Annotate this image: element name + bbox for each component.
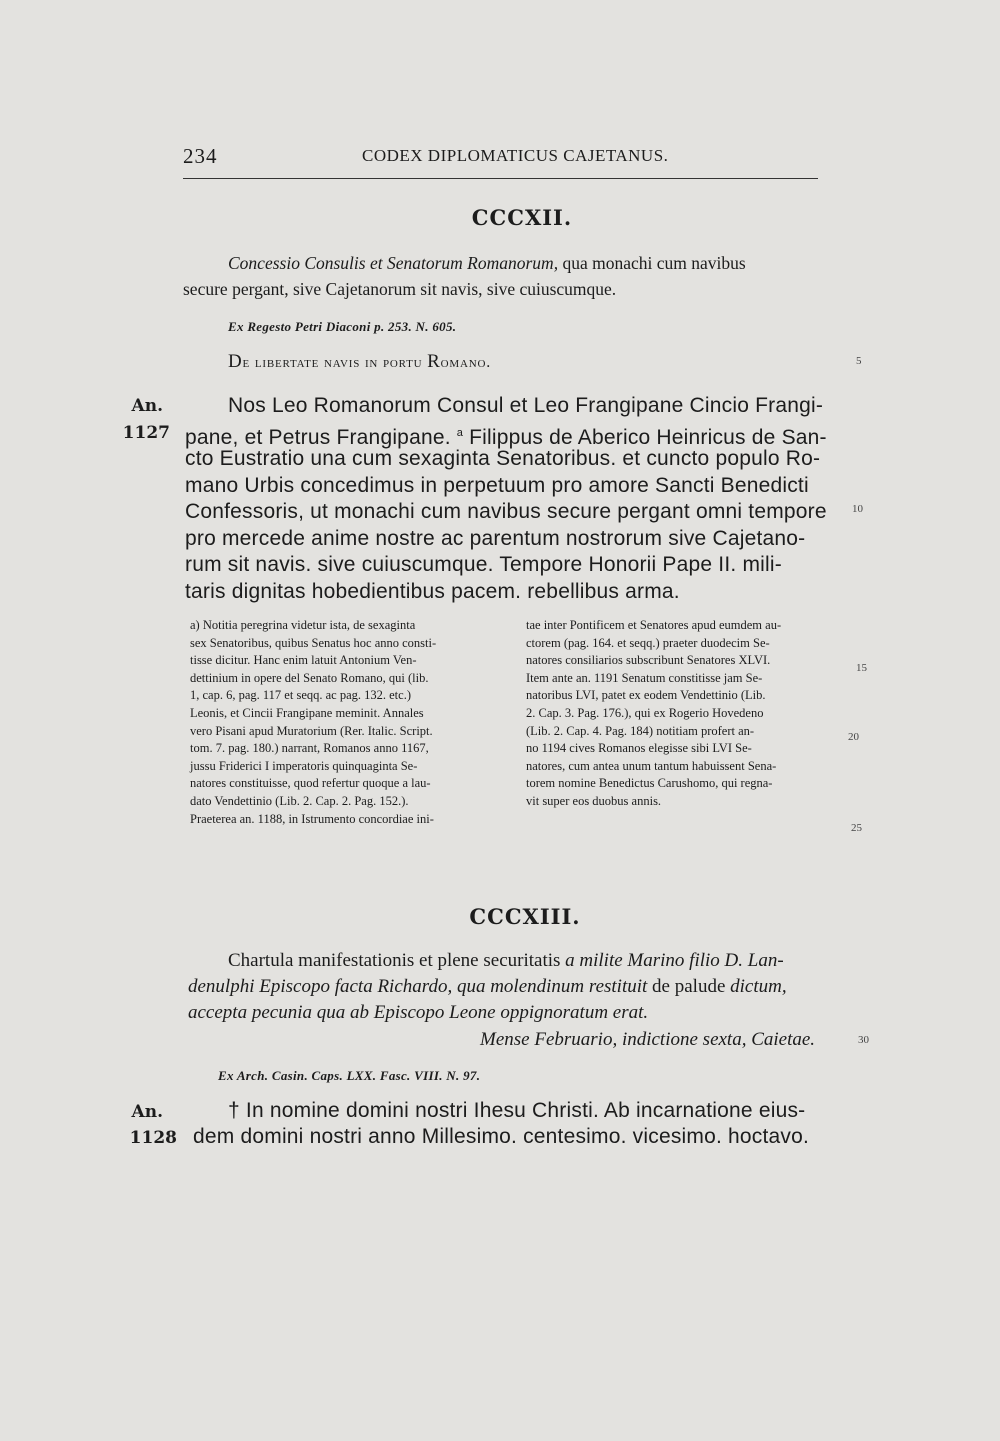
running-title: CODEX DIPLOMATICUS CAJETANUS.	[362, 146, 669, 165]
note-line: no 1194 cives Romanos elegisse sibi LVI Se-	[526, 741, 752, 756]
note-line: Praeterea an. 1188, in Istrumento concordiae ini-	[190, 811, 434, 826]
note-line: 2. Cap. 3. Pag. 176.), qui ex Rogerio Hovedeno	[526, 705, 764, 720]
note-line: vero Pisani apud Muratorium (Rer. Italic. Script.	[190, 723, 433, 738]
text-line: Confessoris, ut monachi cum navibus secure pergant omni tempore	[185, 500, 827, 523]
note-line: a) Notitia peregrina videtur ista, de sexaginta	[190, 618, 416, 632]
note-line: natoribus LVI, patet ex eodem Vendettinio (Lib.	[526, 688, 766, 703]
margin-year: 1128	[129, 1128, 177, 1148]
note-line: jussu Friderici I imperatoris quinquaginta Se-	[190, 758, 418, 773]
note-line: natores constituisse, quod refertur quoque a lau-	[190, 776, 431, 791]
regest-text: Chartula manifestationis et plene securitatis	[228, 950, 566, 971]
text-line: pro mercede anime nostre ac parentum nostrorum sive Cajetano-	[185, 526, 806, 550]
source-reference: Ex Regesto Petri Diaconi p. 253. N. 605.	[228, 319, 457, 334]
regest-text: de palude	[647, 976, 731, 997]
text-line: dem domini nostri anno Millesimo. centesimo. vicesimo. hoctavo.	[193, 1125, 810, 1148]
text-fragment: pane, et Petrus Frangipane.	[185, 425, 451, 449]
note-line: tom. 7. pag. 180.) narrant, Romanos anno 1167,	[190, 741, 429, 756]
note-line: Leonis, et Cincii Frangipane meminit. Annales	[190, 705, 424, 720]
regest-italic: a milite Marino filio D. Lan-	[565, 950, 784, 971]
rubric-part: e libertate navis in portu	[242, 354, 428, 371]
note-line: Item ante an. 1191 Senatum constitisse jam Se-	[526, 670, 763, 685]
note-line: tae inter Pontificem et Senatores apud eumdem au-	[526, 618, 782, 632]
note-line: ctorem (pag. 164. et seqq.) praeter duodecim Se-	[526, 635, 770, 650]
note-line: natores consiliarios subscribunt Senatores XLVI.	[526, 653, 771, 668]
regest-italic: Concessio Consulis et Senatorum Romanorum,	[228, 253, 559, 273]
rubric-part: omano.	[440, 354, 492, 371]
rubric-part: D	[228, 351, 243, 372]
regest-italic: accepta pecunia qua ab Episcopo Leone oppignoratum erat.	[188, 1002, 649, 1023]
note-line: sex Senatoribus, quibus Senatus hoc anno consti-	[190, 635, 437, 650]
note-line: dettinium in opere del Senato Romano, qui (lib.	[190, 670, 429, 685]
rubric-part: R	[427, 351, 441, 372]
line-number: 5	[856, 355, 862, 367]
note-line: tisse dicitur. Hanc enim latuit Antonium Ven-	[190, 653, 417, 668]
line-number: 30	[858, 1034, 869, 1046]
page-number: 234	[183, 144, 218, 168]
line-number: 15	[856, 662, 867, 674]
regest-italic: denulphi Episcopo facta Richardo, qua molendinum restituit	[188, 976, 648, 997]
regest-text: qua monachi cum navibus	[558, 253, 746, 273]
line-number: 25	[851, 822, 862, 834]
note-line: dato Vendettinio (Lib. 2. Cap. 2. Pag. 152.).	[190, 793, 409, 808]
text-line: rum sit navis. sive cuiuscumque. Tempore Honorii Pape II. mili-	[185, 553, 782, 576]
text-line: taris dignitas hobedientibus pacem. rebellibus arma.	[185, 579, 680, 603]
text-line: Nos Leo Romanorum Consul et Leo Frangipane Cincio Frangi-	[228, 394, 824, 417]
footnote-mark[interactable]: a	[456, 426, 464, 439]
date-text: Mense Februario, indictione sexta, Caietae.	[480, 1029, 816, 1050]
text-line: mano Urbis concedimus in perpetuum pro amore Sancti Benedicti	[185, 473, 809, 497]
note-line: vit super eos duobus annis.	[526, 793, 662, 808]
note-line: 1, cap. 6, pag. 117 et seqq. ac pag. 132. etc.)	[190, 688, 411, 703]
source-reference: Ex Arch. Casin. Caps. LXX. Fasc. VIII. N. 97.	[218, 1068, 481, 1083]
text-fragment: Filippus de Aberico Heinricus de San-	[463, 425, 827, 449]
document-number: CCCXII.	[471, 205, 573, 230]
regest-line: secure pergant, sive Cajetanorum sit navis, sive cuiuscumque.	[183, 279, 617, 299]
note-line: natores, cum antea unum tantum habuissent Sena-	[526, 758, 777, 773]
text-line: cto Eustratio una cum sexaginta Senatoribus. et cuncto populo Ro-	[185, 447, 821, 470]
note-line: (Lib. 2. Cap. 4. Pag. 184) notitiam profert an-	[526, 723, 755, 738]
document-number: CCCXIII.	[469, 904, 581, 929]
line-number: 20	[848, 731, 859, 743]
margin-year: 1127	[122, 423, 170, 443]
margin-annus: An.	[131, 396, 163, 416]
regest-italic: dictum,	[730, 976, 787, 997]
text-line: † In nomine domini nostri Ihesu Christi. Ab incarnatione eius-	[228, 1099, 806, 1122]
note-line: torem nomine Benedictus Carushomo, qui regna-	[526, 776, 773, 791]
line-number: 10	[852, 503, 863, 515]
margin-annus: An.	[131, 1102, 163, 1122]
